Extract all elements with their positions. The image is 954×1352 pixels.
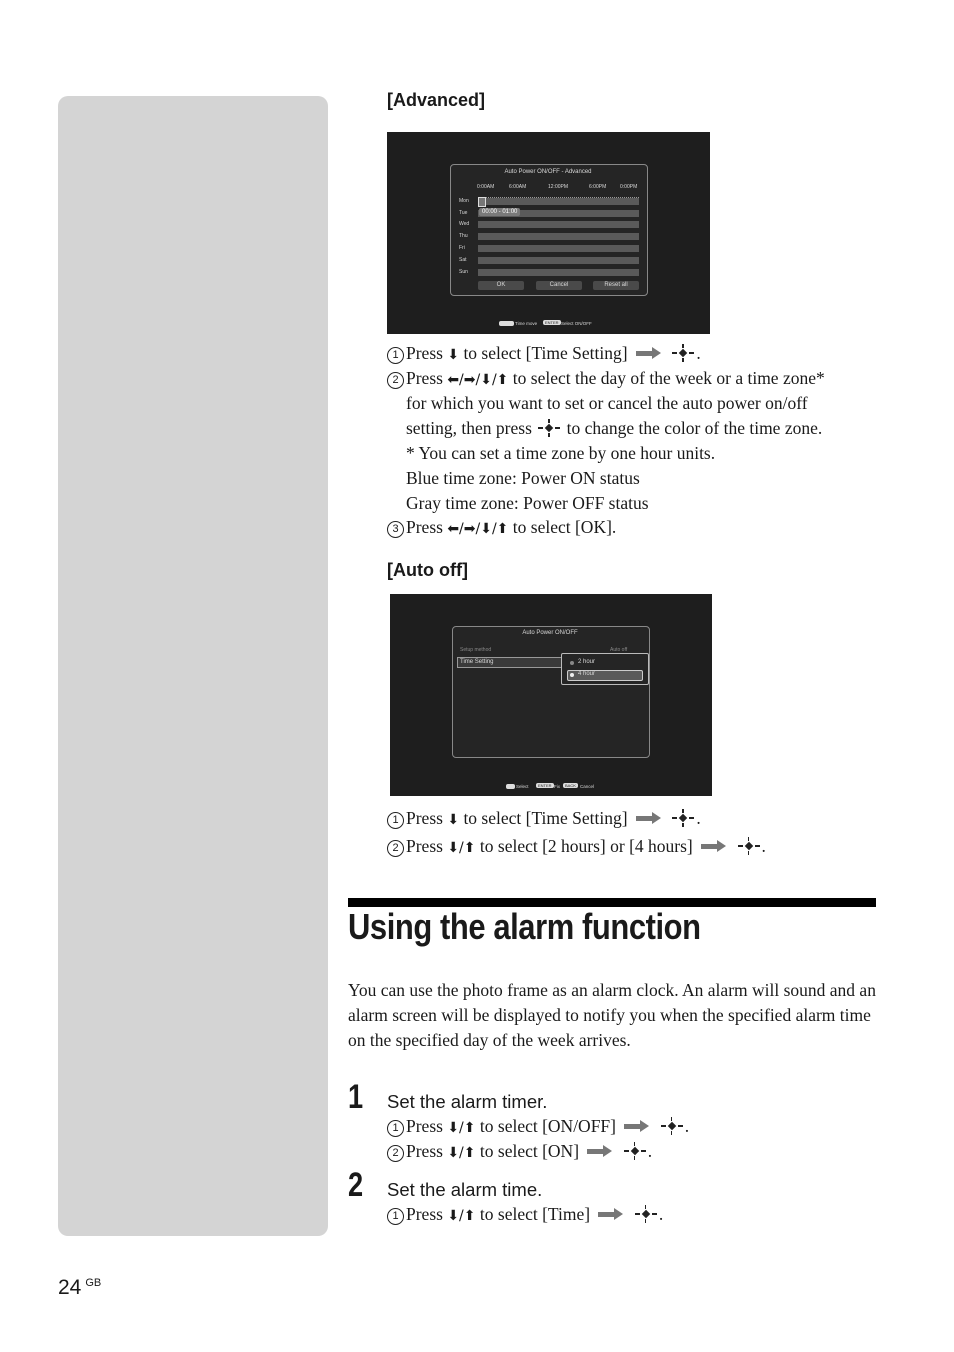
radio-icon[interactable]	[570, 661, 574, 665]
advanced-step-3: 3 Press ⬅/➡/⬇/⬆ to select [OK].	[387, 515, 616, 542]
selection-tooltip: 00:00 - 01:00	[479, 208, 520, 216]
step-number-icon: 2	[387, 372, 404, 389]
then-arrow-icon	[598, 1209, 624, 1219]
radio-selected-icon[interactable]	[570, 673, 574, 677]
selection-cursor[interactable]	[478, 197, 486, 207]
day-bar[interactable]	[478, 233, 639, 240]
section-title: Using the alarm function	[348, 906, 701, 947]
day-bar[interactable]	[478, 198, 639, 205]
time-label: 0:00AM	[477, 184, 495, 190]
day-bar[interactable]	[478, 245, 639, 252]
reset-all-button[interactable]: Reset all	[593, 281, 639, 290]
option-4-hour[interactable]: 4 hour	[578, 671, 596, 677]
then-arrow-icon	[701, 841, 727, 851]
autooff-screenshot	[390, 594, 712, 796]
advanced-screen-title: Auto Power ON/OFF - Advanced	[504, 169, 592, 175]
step-number-icon: 1	[387, 812, 404, 829]
step-number-icon: 3	[387, 521, 404, 538]
up-down-arrows-icon: ⬇/⬆	[447, 1145, 476, 1161]
enter-key-icon: ENTER	[545, 320, 559, 325]
step-number-icon: 1	[387, 347, 404, 364]
footer-select: Select ON/OFF	[561, 321, 592, 326]
step-number-icon: 2	[387, 840, 404, 857]
time-label: 6:00AM	[509, 184, 527, 190]
enter-button-icon	[538, 419, 560, 437]
footer-move: Time move	[515, 321, 538, 326]
step-1-number: 1	[348, 1078, 364, 1116]
day-label: Mon	[459, 198, 469, 204]
day-label: Fri	[459, 245, 465, 251]
dpad-icon	[506, 784, 515, 789]
enter-button-icon	[661, 1117, 683, 1135]
option-2-hour[interactable]: 2 hour	[578, 659, 596, 665]
advanced-step-2-line-2: for which you want to set or cancel the auto power on/off	[406, 393, 808, 413]
step-number-icon: 2	[387, 1145, 404, 1162]
enter-key-icon: ENTER	[538, 783, 552, 788]
intro-paragraph: You can use the photo frame as an alarm clock. An alarm will sound and an alarm screen will be displayed to notify you when the specified alarm time on the specified day of the week arrives.	[348, 980, 876, 1050]
enter-button-icon	[672, 809, 694, 827]
autooff-step-2: 2 Press ⬇/⬆ to select [2 hours] or [4 hours] .	[387, 834, 766, 861]
time-label: 12:00PM	[548, 184, 569, 190]
enter-button-icon	[624, 1142, 646, 1160]
step-2-number: 2	[348, 1166, 364, 1204]
back-key-icon: BACK	[565, 783, 576, 788]
advanced-step-1: 1 Press ⬇ to select [Time Setting] .	[387, 341, 701, 368]
ok-button[interactable]: OK	[478, 281, 524, 290]
day-label: Sun	[459, 269, 468, 275]
four-direction-arrows-icon: ⬅/➡/⬇/⬆	[447, 521, 509, 537]
day-label: Wed	[459, 221, 470, 227]
footer-fix: Fix	[554, 784, 560, 789]
time-label: 0:00PM	[620, 184, 638, 190]
time-setting-item[interactable]: Time Setting	[457, 657, 563, 668]
alarm-step-1b: 2 Press ⬇/⬆ to select [ON] .	[387, 1139, 652, 1166]
step-number-icon: 1	[387, 1208, 404, 1225]
then-arrow-icon	[636, 813, 662, 823]
autooff-dialog	[452, 626, 650, 758]
dpad-icon	[499, 321, 514, 326]
autooff-screen-title: Auto Power ON/OFF	[522, 630, 578, 636]
time-zone-note: * You can set a time zone by one hour units.	[406, 443, 716, 463]
step-1-title: Set the alarm timer.	[387, 1091, 548, 1112]
day-bar[interactable]	[478, 269, 639, 276]
advanced-screenshot	[387, 132, 710, 334]
setup-method-label: Setup method	[460, 647, 492, 653]
alarm-step-2a: 1 Press ⬇/⬆ to select [Time] .	[387, 1202, 663, 1229]
autooff-heading: [Auto off]	[387, 560, 468, 580]
autooff-label: Auto off	[610, 647, 628, 653]
page-region: GB	[85, 1277, 102, 1289]
then-arrow-icon	[587, 1146, 613, 1156]
down-arrow-icon: ⬇	[447, 347, 460, 363]
gray-zone-text: Gray time zone: Power OFF status	[406, 493, 649, 513]
day-bar[interactable]	[478, 257, 639, 264]
day-label: Tue	[459, 210, 468, 216]
footer-select: Select	[516, 784, 529, 789]
day-bar[interactable]	[478, 221, 639, 228]
up-down-arrows-icon: ⬇/⬆	[447, 1120, 476, 1136]
day-label: Thu	[459, 233, 468, 239]
cancel-button[interactable]: Cancel	[536, 281, 582, 290]
time-label: 6:00PM	[589, 184, 607, 190]
advanced-heading: [Advanced]	[387, 90, 486, 110]
enter-button-icon	[672, 344, 694, 362]
page-number: 24 $^{GB}$	[58, 1276, 102, 1299]
then-arrow-icon	[636, 348, 662, 358]
enter-button-icon	[635, 1205, 657, 1223]
step-2-title: Set the alarm time.	[387, 1179, 543, 1200]
enter-button-icon	[738, 837, 760, 855]
up-down-arrows-icon: ⬇/⬆	[447, 1208, 476, 1224]
alarm-step-1a: 1 Press ⬇/⬆ to select [ON/OFF] .	[387, 1114, 689, 1141]
up-down-arrows-icon: ⬇/⬆	[447, 840, 476, 856]
footer-cancel: Cancel	[580, 784, 595, 789]
advanced-step-2-line-3: setting, then press to change the color of the time zone.	[406, 418, 823, 438]
then-arrow-icon	[624, 1121, 650, 1131]
down-arrow-icon: ⬇	[447, 812, 460, 828]
four-direction-arrows-icon: ⬅/➡/⬇/⬆	[447, 372, 509, 388]
day-label: Sat	[459, 257, 467, 263]
advanced-step-2: 2 Press ⬅/➡/⬇/⬆ to select the day of the week or a time zone*	[387, 366, 825, 393]
sidebar-panel	[58, 96, 328, 1236]
autooff-step-1: 1 Press ⬇ to select [Time Setting] .	[387, 806, 701, 833]
step-number-icon: 1	[387, 1120, 404, 1137]
blue-zone-text: Blue time zone: Power ON status	[406, 468, 640, 488]
